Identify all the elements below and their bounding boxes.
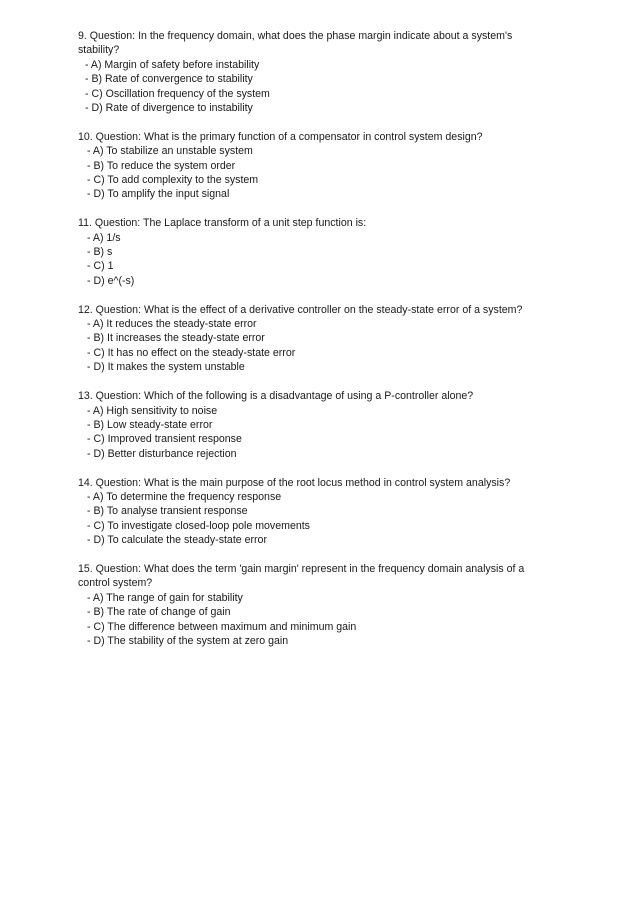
option-c: - C) Improved transient response [87, 433, 242, 446]
option-c: - C) The difference between maximum and minimum gain [87, 620, 357, 633]
option-list [78, 144, 548, 202]
document-page [78, 29, 548, 663]
question-text: 14. Question: What is the main purpose of the root locus method in control system analysis? [78, 476, 511, 489]
question-9 [78, 29, 548, 115]
option-b: - B) To analyse transient response [87, 505, 248, 518]
option-d: - D) The stability of the system at zero gain [87, 634, 289, 647]
option-b: - B) Rate of convergence to stability [85, 73, 253, 86]
option-b: - B) It increases the steady-state error [87, 332, 265, 345]
option-d: - D) It makes the system unstable [87, 361, 245, 374]
option-b: - B) The rate of change of gain [87, 606, 231, 619]
option-list [78, 58, 548, 116]
question-text: 10. Question: What is the primary function of a compensator in control system design? [78, 130, 483, 143]
option-list [78, 490, 548, 548]
option-a: - A) Margin of safety before instability [85, 58, 260, 71]
question-text: 12. Question: What is the effect of a derivative controller on the steady-state error of a system? [78, 303, 523, 316]
option-list [78, 404, 548, 462]
option-list [78, 317, 548, 375]
option-b: - B) s [87, 246, 113, 259]
option-a: - A) To determine the frequency response [87, 490, 282, 503]
option-list [78, 231, 548, 289]
question-11 [78, 216, 548, 288]
option-d: - D) To amplify the input signal [87, 188, 230, 201]
option-a: - A) The range of gain for stability [87, 591, 243, 604]
option-d: - D) Rate of divergence to instability [85, 102, 253, 115]
option-b: - B) To reduce the system order [87, 159, 236, 172]
question-13 [78, 389, 548, 461]
option-a: - A) It reduces the steady-state error [87, 318, 257, 331]
question-text: 9. Question: In the frequency domain, what does the phase margin indicate about a system's stability? [78, 30, 513, 57]
option-d: - D) Better disturbance rejection [87, 447, 237, 460]
option-c: - C) It has no effect on the steady-state error [87, 346, 296, 359]
question-12 [78, 303, 548, 375]
question-14 [78, 476, 548, 548]
option-a: - A) High sensitivity to noise [87, 404, 218, 417]
question-10 [78, 130, 548, 202]
question-text: 15. Question: What does the term 'gain margin' represent in the frequency domain analysis of a control system? [78, 562, 525, 590]
option-c: - C) Oscillation frequency of the system [85, 87, 270, 100]
option-a: - A) 1/s [87, 231, 121, 244]
question-text: 11. Question: The Laplace transform of a unit step function is: [78, 217, 367, 230]
option-d: - D) To calculate the steady-state error [87, 534, 267, 547]
option-list [78, 591, 548, 649]
question-15 [78, 562, 548, 648]
question-text: 13. Question: Which of the following is a disadvantage of using a P-controller alone? [78, 390, 474, 403]
option-c: - C) 1 [87, 260, 114, 273]
option-c: - C) To add complexity to the system [87, 174, 259, 187]
option-a: - A) To stabilize an unstable system [87, 145, 253, 158]
option-d: - D) e^(-s) [87, 274, 135, 287]
option-c: - C) To investigate closed-loop pole movements [87, 519, 310, 532]
option-b: - B) Low steady-state error [87, 418, 213, 431]
